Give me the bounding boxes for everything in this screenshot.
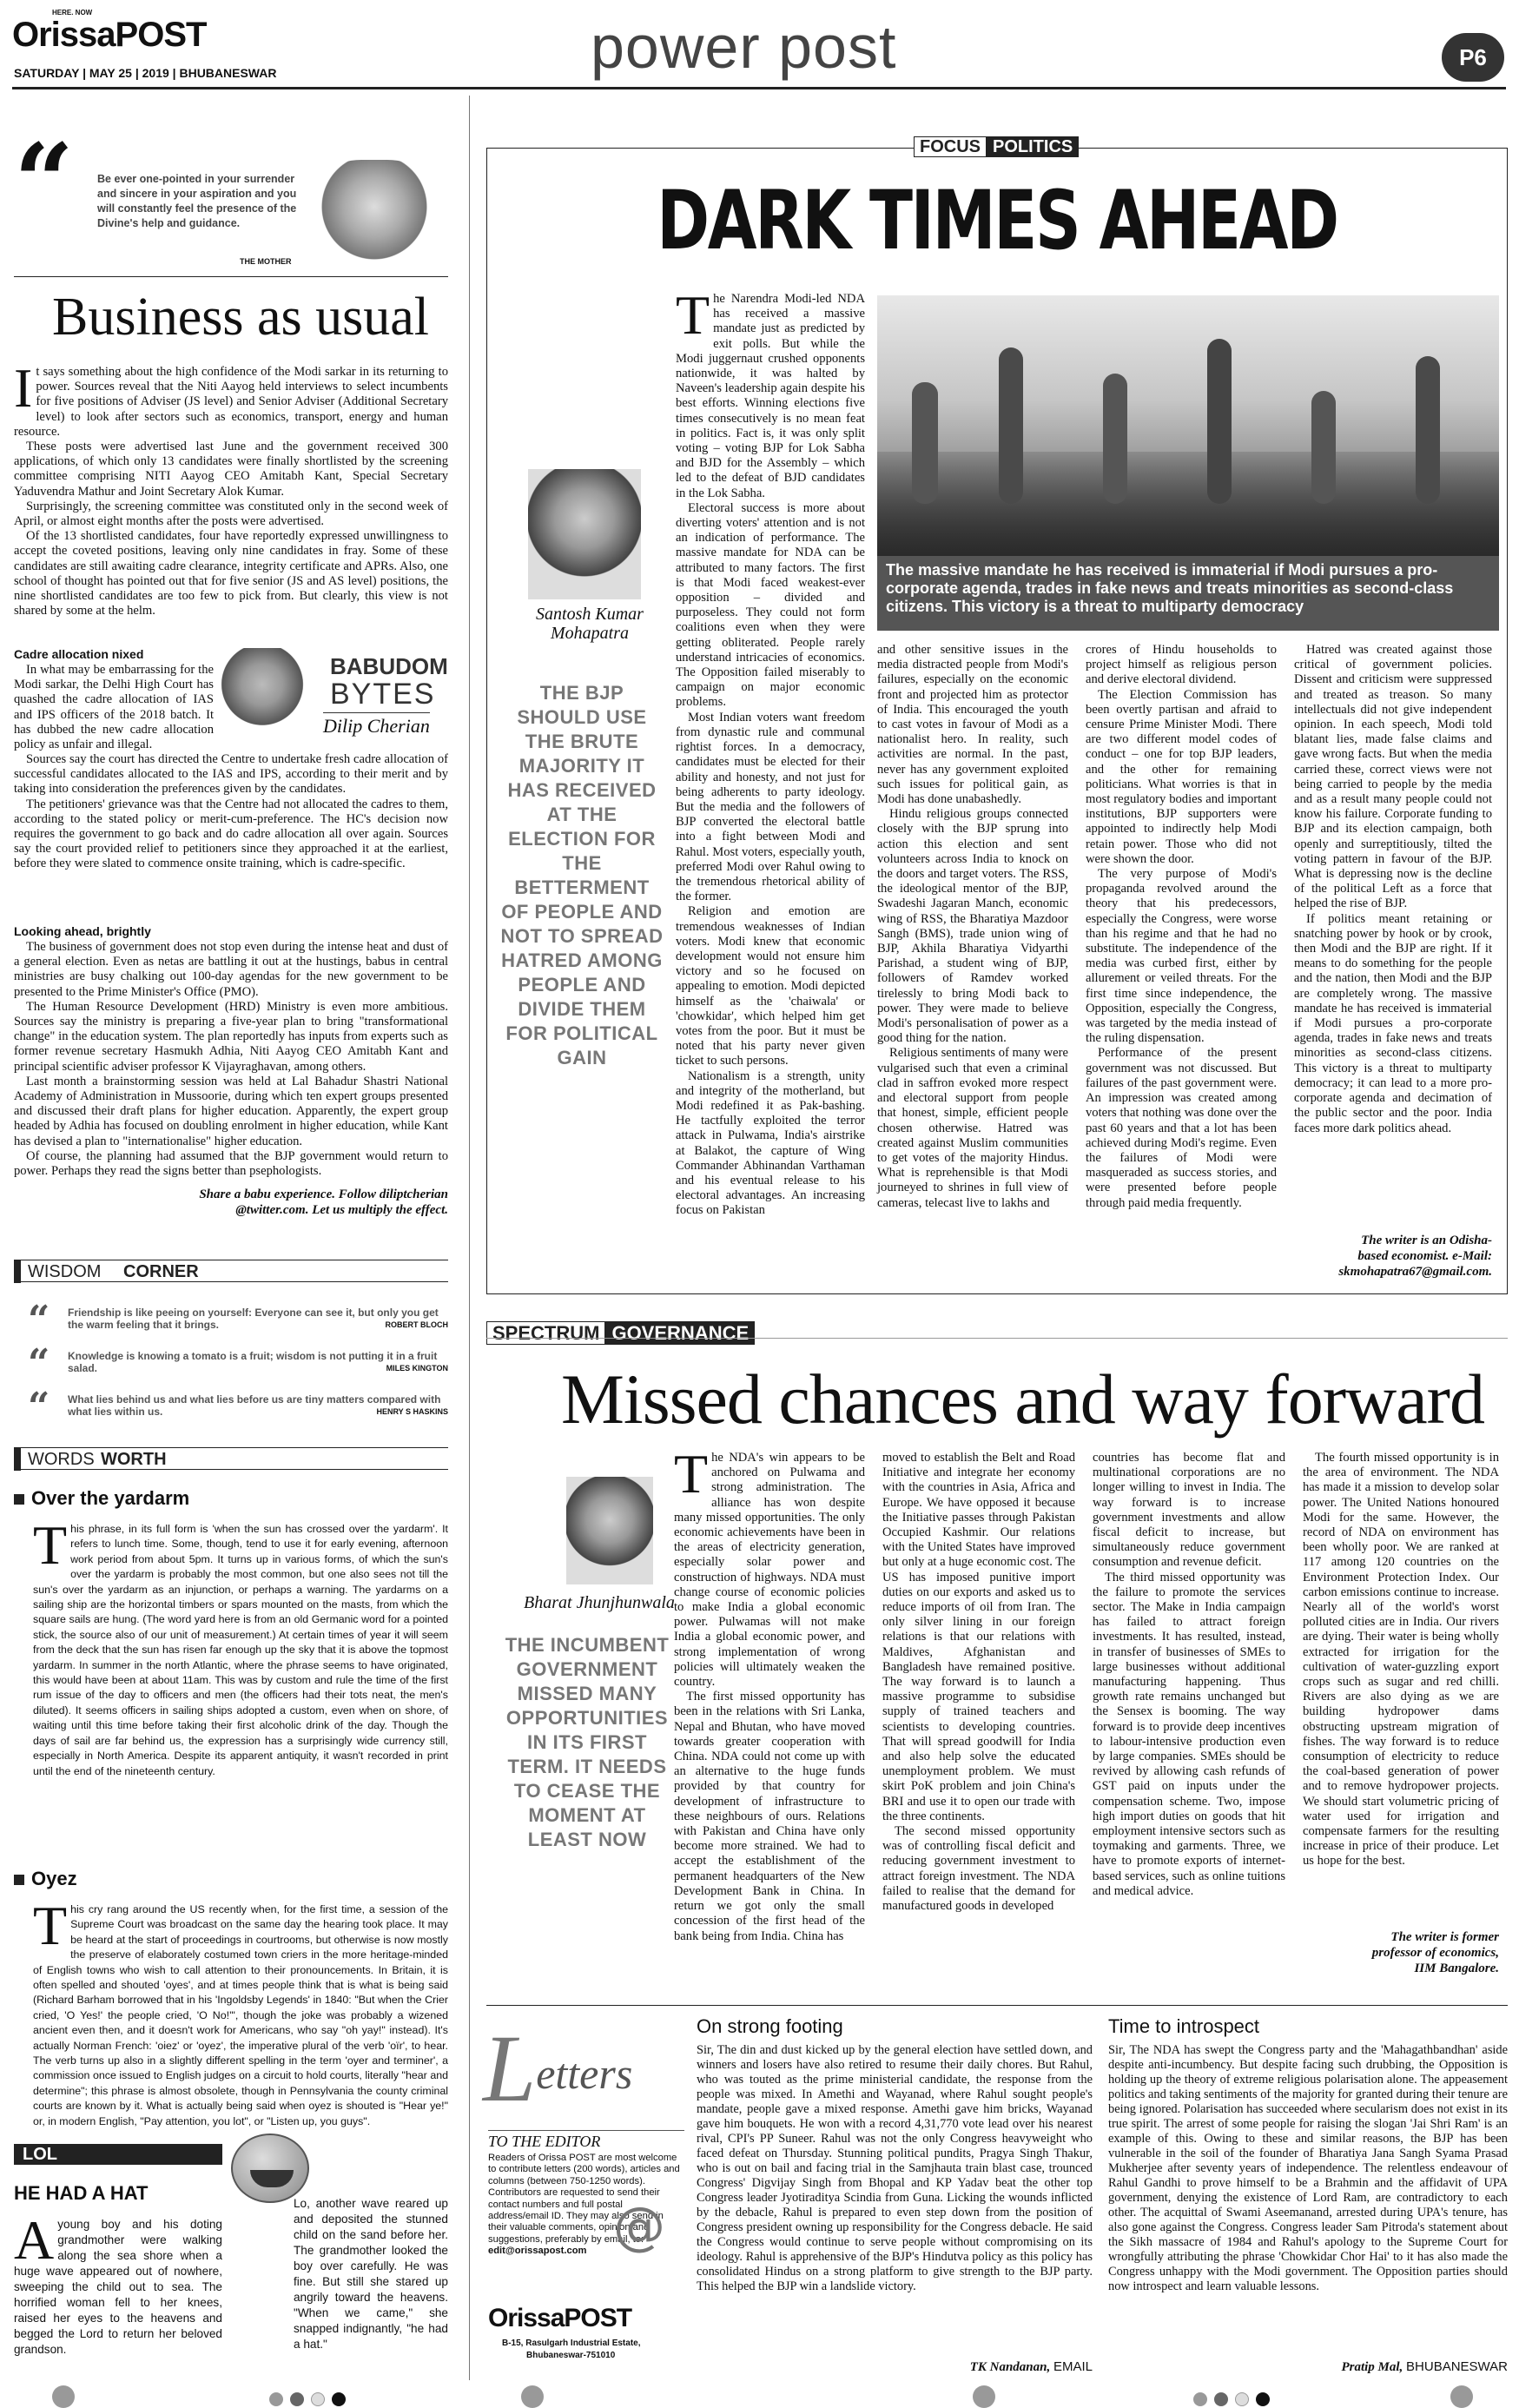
cadre-para: The petitioners' grievance was that the Centre had not allocated the cadres to them, according to the stated policy or merit-cum-preference. The HC's decision now requires the government to go back and do cadre allocation all over again. Sources say the court provided relief to petitioners since they approached it at the earliest, before they were slated to commence onsite training, which is cadre-specific. (14, 797, 448, 871)
cadre-body (14, 752, 448, 872)
footer-registration-mark (521, 2385, 544, 2408)
wordsworth-head2 (14, 1868, 77, 1890)
business-headline: Business as usual (52, 288, 429, 347)
focus-para: The very purpose of Modi's propaganda revolved around the theory that his predecessors, especially the Congress, were worse than his regime and that he had no substitute. The independence of the media was curbed first, either by allurement or veiled threats. For the first time since independence, the Opposition, especially the Congress, was targeted by the media instead of the ruling dispensation. (1086, 867, 1277, 1046)
focus-para: Religion and emotion are tremendous weaknesses of Indian voters. Modi knew that economic development would not ensure him victory and so he focused on appealing to emotion. Modi depicted himself as the 'chaiwala' or 'chowkidar', which helped him get votes from the poor. But it must be noted that his party never given ticket to such persons. (676, 904, 865, 1068)
footer-registration-mark (1235, 2392, 1249, 2406)
letter1-headline: On strong footing (697, 2015, 843, 2037)
wisdom-text: Knowledge is knowing a tomato is a fruit; wisdom is not putting it in a fruit salad. (68, 1350, 438, 1374)
letters-title-cap: L (483, 2015, 537, 2121)
quote-author: THE MOTHER (240, 257, 292, 266)
footer-registration-mark (269, 2392, 283, 2406)
letter2-signature (1108, 2359, 1508, 2375)
letter2-sign: Pratip Mal, (1341, 2360, 1403, 2374)
focus-author: Santosh Kumar Mohapatra (536, 605, 644, 643)
business-para: It says something about the high confidence of the Modi sarkar in its returning to power. Sources reveal that the Niti Aayog held interviews to select incumbents for five positions of Adviser (JS level) and Senior Adviser (Additional Secretary level) to look after sectors such as economics, transport, energy and human resource. (14, 357, 448, 439)
focus-writer-2: based economist. e-Mail: (1357, 1249, 1492, 1263)
focus-writer-1: The writer is an Odisha- (1361, 1234, 1492, 1247)
focus-para: Performance of the present government was not discussed. But failures of the past government were. An impression was created among voters that nothing was done over the past 60 years and that a lot has been achieved during Modi's regime. Even the failures of Modi were masqueraded as success stories, and were presented before people through paid media frequently. (1086, 1046, 1277, 1210)
focus-col3 (1086, 643, 1277, 1211)
masthead-logo: OrissaPOST (12, 16, 207, 54)
letter2-headline: Time to introspect (1108, 2015, 1260, 2037)
wisdom-item (14, 1385, 448, 1430)
wordsworth-text2: This cry rang around the US recently when, for the first time, a session of the Supreme Court was broadcast on the same day the hearing took place. It may be heard at the start of proceedings in courtrooms, but otherwise is now mostly the preserve of elaborately costumed town criers in the more heritage-minded of English towns who wish to call attention to their pronouncements. In Britain, it is often spelled and shouted 'oyes', and at times people think that is what is being said (Richard Barham borrowed that in his 'Ingoldsby Legends' in 1840: "But when the Crier cried, 'O Yes!' the people cried, 'O No!'", though the joke was probably a wizened ancient even then, and it doesn't work for Americans, who say "oh yay!" instead). It's actually Norman French: 'oiez' or 'oyez', the imperative plural of the verb 'oïr', to hear. The verb turns up also in a slightly different spelling in the term 'oyer and terminer', a commission once issued to English judges on a circuit to hold courts, literally "hear and determine"; this phrase is almost obsolete, though in Pennsylvania the county criminal courts are known by it. What is actually being said when oyez is shouted is "Hear ye!" or, in modern English, "Pay attention, you lot", or "Listen up, you guys". (33, 1895, 448, 2127)
masthead-logo-tagline: HERE. NOW (52, 9, 93, 17)
focus-para: If politics meant retaining or snatching power by hook or by crook, then Modi and the BJP are right. If it means to do something for the people and the nation, then Modi and the BJP are completely wrong. The massive mandate he has received is immaterial if Modi pursues a pro-corporate agenda, trades in fake news and treats minorities as second-class citizens. This victory is a threat to multiparty democracy; it can lead to a more pro-corporate agenda and decimation of the public sector and the poor. India faces more dark politics ahead. (1294, 911, 1492, 1135)
letters-title (483, 2014, 632, 2124)
cadre-para: Sources say the court has directed the Centre to undertake fresh cadre allocation of successful candidates allocated to the IAS and IPS, according to their merit and by taking into consideration the preferences given by the candidates. (14, 752, 448, 797)
letters-title-rest: etters (536, 2049, 633, 2098)
footer-registration-mark (973, 2385, 995, 2408)
letter2-place: BHUBANESWAR (1406, 2359, 1508, 2374)
lol-text-left: Ayoung boy and his doting grandmother were walking along the sea shore when a huge wave appeared out of nowhere, sweeping the child out to sea. The horrified woman fell to her knees, raised her eyes to the heavens and begged the Lord to return her beloved grandson. (14, 2209, 222, 2356)
wordsworth-label-bold: WORTH (101, 1450, 167, 1469)
footer-registration-mark (290, 2392, 304, 2406)
wisdom-author: HENRY S HASKINS (376, 1407, 448, 1416)
wordsworth-head2-text: Oyez (31, 1868, 77, 1889)
cadre-para: In what may be embarrassing for the Modi sarkar, the Delhi High Court has quashed the cadre allocation of IAS and IPS officers of the 2018 batch. It has dubbed the new cadre allocation policy as unfair and illegal. (14, 663, 214, 752)
focus-para: Religious sentiments of many were vulgarised such that even a criminal clad in saffron evoked more respect and electoral support from people that honest, simple, efficient people chosen otherwise. Hatred was created against Muslim communities to get votes of the majority Hindus. What is reprehensible is that Modi journeyed to shrines in full view of cameras, telecast live to lakhs and (877, 1046, 1068, 1210)
quote-mark-icon: “ (28, 1341, 50, 1386)
spectrum-para: countries has become flat and multinational corporations are no longer willing to invest in India. The way forward is to increase government investments and allow fiscal deficit to increase, but simultaneously reduce government consumption and revenue deficit. (1093, 1451, 1285, 1570)
letter1-place: EMAIL (1053, 2359, 1093, 2374)
spectrum-writer-1: The writer is former (1390, 1930, 1499, 1944)
business-signoff-2: @twitter.com. Let us multiply the effect. (235, 1203, 448, 1217)
rally-photo (877, 295, 1499, 556)
wisdom-author: MILES KINGTON (386, 1364, 448, 1373)
spectrum-tag-bold: GOVERNANCE (605, 1321, 755, 1345)
spectrum-writer-3: IIM Bangalore. (1414, 1961, 1499, 1975)
wordsworth-text1: This phrase, in its full form is 'when the sun has crossed over the yardarm'. It refers to lunch time. Some, though, tend to use it for early evening, afternoon work period from about 5pm. It turns up in various forms, of which the sun's over the yardarm is probably the most common, but one also sees not till the sun's over the yardarm as an injunction, or perhaps a warning. The yardarms on a sailing ship are the horizontal timbers or spars mounted on the masts, from which the square sails are hung. (The word yard here is from an old Germanic word for a pointed stick, the source also of our unit of measurement.) At certain times of year it will seem from the deck that the sun has risen far enough up the sky that it is above the topmost yardarm. In summer in the north Atlantic, where the phrase seems to have originated, this would have been at about 11am. This was by custom and rule the time of the first rum issue of the day to officers and men (the officers had their tots neat, the men's diluted). It seems officers in sailing ships adopted a custom, even when on shore, of waiting until this time before taking their first alcoholic drink of the day. Though the days of sail are far behind us, the expression has a surprisingly wide currency still, especially in North America. Despite its apparent antiquity, it wasn't recorded in print until the end of the nineteenth century. (33, 1514, 448, 1777)
rally-photo-caption: The massive mandate he has received is immaterial if Modi pursues a pro-corporate agenda, trades in fake news and treats minorities as second-class citizens. This victory is a threat to multiparty democracy (877, 556, 1499, 631)
lol-head (14, 2144, 222, 2165)
focus-para: The Narendra Modi-led NDA has received a massive mandate just as predicted by exit polls. But while the Modi juggernaut crushed opponents nationwide, it was halted by Naveen's leadership again despite his best efforts. Winning elections five times consecutively is no mean feat in politics. Fact is, it was only split voting – voting BJP for Lok Sabha and BJD for the Assembly – which led to the defeat of BJD candidates in the Lok Sabha. (676, 284, 865, 500)
quote-box (14, 121, 448, 269)
dilip-cherian-portrait (219, 648, 306, 744)
looking-ahead-subhead: Looking ahead, brightly (14, 924, 151, 938)
at-symbol-icon: @ (613, 2196, 665, 2257)
left-rule-1 (14, 276, 448, 277)
business-para: These posts were advertised last June and the government received 300 applications, of which only 13 candidates were finally shortlisted by the screening committee comprising NITI Aayog CEO Amitabh Kant, Special Secretary Yaduvendra Mathur and Joint Secretary Alok Kumar. (14, 440, 448, 499)
quote-mark-icon: “ (28, 1385, 50, 1429)
business-signoff-1: Share a babu experience. Follow diliptcherian (199, 1187, 448, 1201)
footer-registration-mark (1214, 2392, 1228, 2406)
spectrum-headline: Missed chances and way forward (561, 1359, 1484, 1439)
spectrum-rule (486, 1338, 1508, 1339)
spectrum-pull-quote: THE INCUMBENT GOVERNMENT MISSED MANY OPPORTUNITIES IN ITS FIRST TERM. IT NEEDS TO CEASE THE MOMENT AT LEAST NOW (505, 1634, 670, 1850)
footer-registration-mark (311, 2392, 325, 2406)
wordsworth-head1-text: Over the yardarm (31, 1487, 190, 1509)
spectrum-author: Bharat Jhunjhunwala (524, 1593, 675, 1612)
lol-label: LOL (23, 2145, 57, 2164)
focus-para: and other sensitive issues in the media distracted people from Modi's failures, especially on the economic front and projected him as protector of India. This encouraged the youth to cast votes in favour of Modi as a nationalist hero. In reality, such activities are normal. In the past, never has any government exploited such issues for political gain, as Modi has done unabashedly. (877, 643, 1068, 807)
masthead-dateline: SATURDAY | MAY 25 | 2019 | BHUBANESWAR (14, 66, 277, 80)
spectrum-para: The first missed opportunity has been in the relations with Sri Lanka, Nepal and Bhutan, who have moved towards greater cooperation with China. NDA could not come up with an alternative to the huge funds provided by that country for development of infrastructure to these neighbours of ours. Relations with Pakistan and China have only become more strained. We had to accept the establishment of the permanent headquarters of the New Development Bank in China. In return we got only the small concession of the first head of the bank being from India. China has (674, 1690, 865, 1943)
wordsworth-label-thin: WORDS (28, 1450, 95, 1469)
spectrum-para: The third missed opportunity was the failure to promote the services sector. The Make in India campaign has failed to attract foreign investments. It has resulted, instead, in transfer of businesses of SMEs to large businesses without additional manufacturing happening. Thus growth rate remains unchanged but the Sensex is booming. The way forward is to provide deep incentives to labour-intensive production even by large companies. SMEs should be revived by allowing cash refunds of GST paid on inputs under the compensation scheme. Two, impose high import duties on goods that hit employment intensive sectors such as toymaking and garments. Three, we have to promote exports of internet-based services, such as online tuitions and medical advice. (1093, 1570, 1285, 1898)
focus-para: Hindu religious groups connected closely with the BJP sprung into action this election and sent volunteers across India to knock on the doors and target voters. The RSS, the ideological mentor of the BJP, Swadeshi Jagaran Manch, economic wing of RSS, the Bharatiya Mazdoor Sangh (BMS), trade union wing of BJP, Akhila Bharatiya Vidyarthi Parishad, a student wing of BJP, followers of Ramdev worked tirelessly to bring Modi back to power. They were made to believe Modi's personalisation of power as a good thing for the nation. (877, 807, 1068, 1046)
letters-logo: OrissaPOST (488, 2304, 632, 2332)
business-para: Of the 13 shortlisted candidates, four have reportedly expressed unwillingness to accept the coveted positions, leaving only nine candidates in fray. Some of these candidates are still awaiting cadre clearance, integrity certificate and APRs. Also, one school of thought has pointed out that for five senior (JS and AS level) positions, the nine shortlisted candidates are too few to pick from. But clearly, this view is not shared by some at the helm. (14, 529, 448, 619)
lol-text-right: Lo, another wave reared up and deposited the stunned child on the sand before her. The grandmother looked the boy over carefully. He was fine. But still she stared up angrily toward the heavens. "When we came," she snapped indignantly, "he had a hat." (294, 2197, 448, 2351)
wisdom-text: Friendship is like peeing on yourself: Everyone can see it, but only you get the warm feeling that it brings. (68, 1307, 439, 1331)
focus-tag (914, 137, 1079, 160)
bharat-jhunjhunwala-portrait (566, 1477, 653, 1584)
spectrum-para: The NDA's win appears to be anchored on Pulwama and strong administration. The alliance has won despite many missed opportunities. The only economic achievements have been in the areas of electricity generation, especially solar power and construction of highways. NDA must change course of economic policies to make India a global economic power. Pulwamas will not make India a global economic power, and strong implementation of wrong policies will ultimately weaken the country. (674, 1443, 865, 1690)
wisdom-author: ROBERT BLOCH (385, 1320, 448, 1329)
bytes-label: BYTES (330, 678, 436, 711)
quote-mark-icon: “ (28, 1298, 50, 1342)
focus-para: Most Indian voters want freedom from dynastic rule and communal rightist forces. In a democracy, candidates must be elected for their ability and honesty, and not just for being adherents to party ideology. But the media and the followers of BJP converted the electoral battle into a fight between Modi and Rahul. Most voters, especially youth, preferred Modi over Rahul owing to the tremendous rhetorical ability of the former. (676, 710, 865, 904)
spectrum-col2 (882, 1451, 1075, 1914)
focus-col4 (1294, 643, 1492, 1136)
letters-invite-text: Readers of Orissa POST are most welcome to contribute letters (200 words), articles and columns (between 750-1250 words). Contributors are requested to send their contact numbers and full postal address/email ID. They may also send in their valuable comments, opinion and suggestions, preferably by email, to: (488, 2153, 680, 2245)
column-author: Dilip Cherian (323, 712, 430, 738)
spectrum-col1 (674, 1443, 865, 1944)
looking-para: Last month a brainstorming session was held at Lal Bahadur Shastri National Academy of Administration in Mussoorie, during which ten expert groups presented and discussed their draft plans for higher education. Apparently, the expert group headed by Adhia has focused on doubling enrolment in higher education, while Kant has devised a plan to "internationalise" higher education. (14, 1074, 448, 1148)
letter1-sign: TK Nandanan, (969, 2360, 1051, 2374)
spectrum-para: moved to establish the Belt and Road Initiative and integrate her economy with the countries in Asia, Africa and Europe. We have opposed it because the Initiative passes through Pakistan Occupied Kashmir. Our relations with the United States have improved but only at a huge economic cost. The US has imposed punitive import duties on our exports and asked us to reduce imports of oil from Iran. The only silver lining in our foreign relations is that our relations with Maldives, Afghanistan and Bangladesh have remained positive. The way forward is to launch a massive programme to subsidise supply of trained teachers and scientists to developing countries. That will spread goodwill for India and also help solve the educated unemployment problem. We must skirt PoK problem and join China's BRI and use it to open our trade with the three continents. (882, 1451, 1075, 1823)
left-column-divider (469, 96, 470, 2380)
focus-col2 (877, 643, 1068, 1211)
looking-para: The Human Resource Development (HRD) Ministry is even more ambitious. Sources say the ministry is preparing a five-year plan to bring "transformational change" in the education system. The plan reportedly has inputs from experts such as former revenue secretary Hasmukh Adhia, Niti Aayog CEO Amitabh Kant and principal scientific adviser professor K Vijayraghavan, among others. (14, 999, 448, 1074)
letters-rule (486, 2005, 1508, 2006)
footer-registration-mark (1256, 2392, 1270, 2406)
footer-registration-mark (52, 2385, 75, 2408)
spectrum-para: The fourth missed opportunity is in the area of environment. The NDA has made it a mission to develop solar power. The United Nations honoured Modi for the same. However, the record of NDA on environment has been wholly poor. We are ranked at 117 among 120 countries on the Environment Protection Index. Our carbon emissions continue to increase. Nearly all of the world's worst polluted cities are in India. Our rivers are dying. Their water is being wholly extracted for irrigation for the cultivation of water-guzzling export crops such as sugar and red chilli. Rivers are also dying as we are building hydropower dams obstructing upstream migration of fishes. The way forward is to reduce consumption of electricity to reduce the coal-based generation of power and to remove hydropower projects. We should start volumetric pricing of water used for irrigation and compensate farmers for the resulting increase in price of their produce. Let us hope for the best. (1303, 1451, 1499, 1869)
spectrum-tag (486, 1322, 755, 1348)
lol-headline: HE HAD A HAT (14, 2182, 149, 2204)
wordsworth-head1 (14, 1487, 189, 1510)
footer-registration-mark (1450, 2385, 1473, 2408)
looking-ahead-body (14, 940, 448, 1179)
babudom-label: BABUDOM (330, 653, 448, 679)
letter2-body: Sir, The NDA has swept the Congress party and the 'Mahagathbandhan' aside despite anti-incumbency. But despite facing such drubbing, the Opposition is holding up the theory of extreme religious polarisation alone. The appeasement politics and taking sentiments of the majority for granted during their tenure are being ignored. Polarisation has succeeded where secularism does not exist in its true spirit. The arrest of some people for raising the slogan 'Jai Shri Ram' is an example of this. Owing to these and similar reasons, the BJP has been vulnerable in the soil of the founder of Bharatiya Jana Sangh Syama Prasad Mukherjee after seventy years of independence. The relentless endeavour of Rahul Gandhi to prove himself to be a Brahmin and the affidavit of UPA government, denying the existence of Lord Ram, are contradictory to each other. The acquittal of Swami Aseemanand, arrested during UPA's tenure, has also gone against the Congress. Congress leader Sam Pitroda's statement about the Sikh massacre of 1984 and Rahul's apology to the Supreme Court for wrongfully attributing the phrase 'Chowkidar Chor Hai' to it has also made the Congress unhappy with the Modi government. The Opposition parties should now introspect and learn valuable lessons. (1108, 2043, 1508, 2293)
focus-tag-thin: FOCUS (914, 136, 987, 157)
santosh-mohapatra-portrait (528, 469, 641, 599)
footer-registration-mark (332, 2392, 346, 2406)
focus-para: Hatred was created against those critical of government policies. Dissent and criticism were suppressed and treated as treason. So many intellectuals did not give independent opinion. In each speech, Modi told blatant lies, made false claims and gave wrong facts. But when the media carried these, correct views were not being carried to people by the media and as a result many people could not know his failure. Corporate funding to BJP and its election campaign, both openly and surreptitiously, tilted the voting pattern in favour of the BJP. What is depressing now is the decline of the political Left as a force that helped the rise of BJP. (1294, 643, 1492, 911)
focus-writer-3: skmohapatra67@gmail.com. (1338, 1265, 1492, 1279)
wisdom-label-bold: CORNER (123, 1262, 199, 1281)
looking-para: The business of government does not stop even during the intense heat and dust of a general election. Even as netas are battling it out at the hustings, babus in central ministries are busy chalking out 100-day agendas for the new government to be presented to the Prime Minister's Office (PMO). (14, 940, 448, 999)
focus-tag-bold: POLITICS (987, 136, 1079, 157)
laughing-emoji-icon (231, 2133, 309, 2203)
quote-text: Be ever one-pointed in your surrender and sincere in your aspiration and you will constantly feel the presence of the Divine's help and guidance. (97, 173, 297, 229)
letters-address-2: Bhubaneswar-751010 (526, 2351, 616, 2360)
focus-pull-quote: THE BJP SHOULD USE THE BRUTE MAJORITY IT HAS RECEIVED AT THE ELECTION FOR THE BETTERMENT OF PEOPLE AND NOT TO SPREAD HATRED AMONG PEOPLE AND DIVIDE THEM FOR POLITICAL GAIN (500, 682, 664, 1068)
wisdom-corner-head (14, 1260, 448, 1282)
focus-headline: DARK TIMES AHEAD (657, 174, 1337, 268)
business-body (14, 357, 448, 619)
wordsworth-head (14, 1447, 448, 1470)
letters-email[interactable]: edit@orissapost.com (488, 2246, 587, 2257)
page-number: P6 (1459, 44, 1487, 70)
quote-mark-icon: “ (14, 121, 75, 243)
cadre-body-narrow (14, 663, 214, 752)
wisdom-label-thin: WISDOM (28, 1262, 102, 1281)
wisdom-text: What lies behind us and what lies before us are tiny matters compared with what lies within us. (68, 1393, 441, 1418)
spectrum-col3 (1093, 1451, 1285, 1899)
focus-para: The Election Commission has been overtly partisan and afraid to censure Prime Minister Modi. There are two different model codes of conduct – one for top BJP leaders, and the other for remaining politicians. What worries is that in most regulatory bodies and important institutions, BJP supporters were appointed to indirectly help Modi retain power. Those who did not were shown the door. (1086, 687, 1277, 866)
masthead-rule (12, 87, 1506, 89)
letters-subtitle: TO THE EDITOR (488, 2130, 684, 2151)
wisdom-item (14, 1341, 448, 1386)
wisdom-item (14, 1298, 448, 1343)
spectrum-para: The second missed opportunity was of controlling fiscal deficit and reducing government investment to attract foreign investment. The NDA failed to realise that the demand for manufactured goods in developed (882, 1824, 1075, 1914)
page-number-badge (1442, 33, 1504, 82)
focus-para: Nationalism is a strength, unity and integrity of the motherland, but Modi redefined it as Pak-bashing. He tactfully exploited the terror attack in Pulwama, India's airstrike at Balakot, the capture of Wing Commander Abhinandan Varthaman and his eventual release to his electoral advantages. An increasing focus on Pakistan (676, 1068, 865, 1218)
spectrum-tag-thin: SPECTRUM (486, 1321, 605, 1345)
cadre-subhead: Cadre allocation nixed (14, 647, 144, 661)
spectrum-writer-2: professor of economics, (1371, 1946, 1499, 1960)
focus-col1 (676, 284, 865, 1219)
business-para: Surprisingly, the screening committee was constituted only in the second week of April, or almost eight months after the posts were advertised. (14, 499, 448, 529)
letters-address-1: B-15, Rasulgarh Industrial Estate, (502, 2339, 641, 2348)
focus-para: Electoral success is more about diverting voters' attention and is not an indication of performance. The massive mandate for NDA can be attributed to many factors. The first is that Modi faced weakest-ever opposition – divided and purposeless. They could not form coalitions even when they were getting obliterated. People rarely understand intricacies of economics. The Opposition failed miserably to campaign on major economic problems. (676, 500, 865, 710)
the-mother-portrait (309, 160, 439, 264)
letter1-body: Sir, The din and dust kicked up by the general election have settled down, and winners and losers have also retired to resume their daily chores. But Rahul, who was touted as the prime ministerial candidate, the response from the people was mixed. In Amethi and Wayanad, where Rahul sought people's mandate, people gave a mixed response. Amethi gave him bricks, Wayanad gave him bouquets. He won with a record 4,31,770 vote lead over his nearest rival, CPI's PP Suneer. Rahul was not the only Congress heavyweight who faced defeat on Thursday. Stunning political pundits, Pragya Singh Thakur, who is out on bail and facing trial in the Samjhauta train blast case, trounced Congress' Digvijay Singh from Bhopal and KP Yadav beat the other top Congress leader Jyotiraditya Scindia from Guna. Licking the wounds inflicted by the debacle, Rahul is prepared to even step down from the position of Congress president owning up responsibility for the Congress debacle. He said the Congress would continue to serve people without compromising on its ideology. Rahul is apprehensive of the BJP's Hindutva policy as this policy has consolidated Hindus on a strong platform to give strength to the BJP party. This helped the BJP win a landslide victory. (697, 2043, 1093, 2293)
footer-registration-mark (1193, 2392, 1207, 2406)
section-title: power post (591, 13, 897, 81)
looking-para: Of course, the planning had assumed that the BJP government would return to power. Perhaps they read the signs better than psephologists. (14, 1148, 448, 1179)
letter1-signature (697, 2359, 1093, 2375)
focus-para: crores of Hindu households to project himself as religious person and derive electoral dividend. (1086, 643, 1277, 687)
spectrum-col4 (1303, 1451, 1499, 1869)
